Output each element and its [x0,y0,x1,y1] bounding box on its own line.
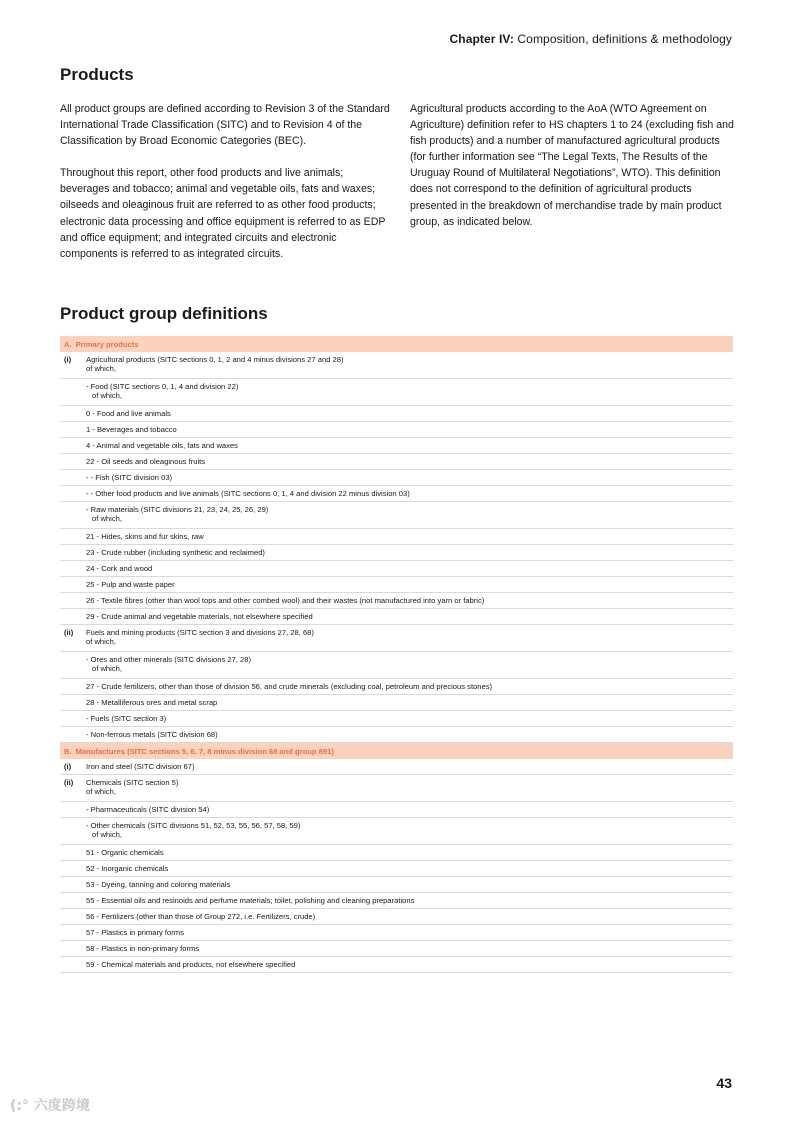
row-sublabel: of which, [92,514,122,524]
products-paragraph: Agricultural products according to the AoA (WTO Agreement on Agriculture) definition refer to HS chapters 1 to 24 (excluding fish and fish products) and a number of manufactured agricultural products (for further information see “The Legal Texts, The Results of the Uruguay Round of Multilateral Negotiations”, WTO). This definition does not correspond to the definition of agricultural products presented in the breakdown of merchandise trade by main product group, as indicated below. [410,103,734,228]
table-row [60,529,733,545]
row-text [86,580,733,589]
row-label: 25 - Pulp and waste paper [86,580,175,589]
row-number: (i) [64,355,72,364]
row-text [86,548,733,557]
row-text [86,698,733,707]
row-text [86,864,733,873]
row-text [86,473,733,482]
table-row [60,802,733,818]
row-text [86,960,733,969]
products-paragraph: All product groups are defined according to Revision 3 of the Standard International Trade Classification (SITC) and to Revision 4 of the Classification by Broad Economic Categories (BEC). [60,103,390,148]
table-row [60,593,733,609]
table-row [60,379,733,406]
table-row [60,625,733,652]
row-text [86,489,733,498]
products-heading: Products [60,65,134,84]
row-label: - Non-ferrous metals (SITC division 68) [86,730,218,739]
row-text [86,928,733,937]
row-text [86,441,733,450]
row-text [86,505,733,523]
table-row [60,502,733,529]
table-row [60,438,733,454]
row-text [86,457,733,466]
table-row [60,486,733,502]
page-number: 43 [716,1075,732,1091]
table-row [60,577,733,593]
row-sublabel: of which, [86,787,116,797]
row-label: - Other chemicals (SITC divisions 51, 52, 53, 55, 56, 57, 58, 59) [86,821,301,830]
products-left-column [60,101,393,278]
row-text [86,778,733,796]
table-row [60,877,733,893]
table-row [60,422,733,438]
row-number: (ii) [64,778,74,787]
row-label: 21 - Hides, skins and fur skins, raw [86,532,204,541]
table-row [60,711,733,727]
row-label: 26 - Textile fibres (other than wool tops and other combed wool) and their wastes (not manufactured into yarn or fabric) [86,596,485,605]
row-sublabel: of which, [92,664,122,674]
products-paragraph: Throughout this report, other food products and live animals; beverages and tobacco; animal and vegetable oils, fats and waxes; oilseeds and oleaginous fruit are referred to as other food products; electronic data processing and office equipment is referred to as EDP and office equipment; and integrated circuits and electronic components is referred to as integrated circuits. [60,167,386,260]
table-row [60,925,733,941]
table-row [60,695,733,711]
group-header-row [60,743,733,759]
row-text [86,655,733,673]
row-label: 27 - Crude fertilizers, other than those of division 56, and crude minerals (excluding coal, petroleum and precious stones) [86,682,493,691]
row-label: - Pharmaceuticals (SITC division 54) [86,805,210,814]
table-row [60,861,733,877]
row-label: 23 - Crude rubber (including synthetic and reclaimed) [86,548,265,557]
row-number: (i) [64,762,72,771]
row-text [86,425,733,434]
table-row [60,679,733,695]
row-text [86,355,733,373]
row-label: - - Other food products and live animals (SITC sections 0, 1, 4 and division 22 minus division 03) [86,489,410,498]
row-text [86,409,733,418]
table-row [60,957,733,973]
row-label: 0 - Food and live animals [86,409,171,418]
definitions-heading: Product group definitions [60,304,268,323]
row-number: A. [64,340,72,349]
row-number: B. [64,747,72,756]
row-text [86,805,733,814]
row-text [86,896,733,905]
table-row [60,352,733,379]
row-text [86,612,733,621]
row-label: 1 - Beverages and tobacco [86,425,177,434]
row-text [72,340,733,349]
row-label: Agricultural products (SITC sections 0, 1, 2 and 4 minus divisions 27 and 28) [86,355,344,364]
row-sublabel: of which, [92,830,122,840]
watermark-logo: (:° [10,1098,29,1114]
row-label: - Fuels (SITC section 3) [86,714,167,723]
row-text [86,532,733,541]
row-sublabel: of which, [86,637,116,647]
row-sublabel: of which, [86,364,116,374]
table-row [60,545,733,561]
table-row [60,893,733,909]
row-text [72,747,733,756]
row-label: - Raw materials (SITC divisions 21, 23, 24, 25, 26, 29) [86,505,269,514]
row-label: 52 - Inorganic chemicals [86,864,169,873]
row-label: 29 - Crude animal and vegetable materials, not elsewhere specified [86,612,313,621]
row-text [86,564,733,573]
row-text [86,628,733,646]
row-label: - Food (SITC sections 0, 1, 4 and division 22) [86,382,239,391]
chapter-label: Chapter IV: [449,32,514,46]
chapter-title: Composition, definitions & methodology [517,32,732,46]
row-label: Chemicals (SITC section 5) [86,778,179,787]
table-row [60,759,733,775]
table-row [60,652,733,679]
row-text [86,848,733,857]
row-text [86,880,733,889]
table-row [60,727,733,743]
row-text [86,682,733,691]
table-row [60,609,733,625]
row-text [86,944,733,953]
row-sublabel: of which, [92,391,122,401]
row-label: 53 - Dyeing, tanning and coloring materials [86,880,231,889]
row-label: 51 - Organic chemicals [86,848,164,857]
row-label: 56 - Fertilizers (other than those of Group 272, i.e. Fertilizers, crude) [86,912,316,921]
row-text [86,714,733,723]
row-number: (ii) [64,628,74,637]
row-label: 22 - Oil seeds and oleaginous fruits [86,457,206,466]
watermark [10,1095,90,1115]
product-group-definitions-table [60,336,733,973]
row-text [86,821,733,839]
products-right-column [410,101,734,246]
row-label: 4 - Animal and vegetable oils, fats and waxes [86,441,238,450]
row-label: 57 - Plastics in primary forms [86,928,184,937]
table-row [60,775,733,802]
row-text [86,382,733,400]
row-label: - - Fish (SITC division 03) [86,473,173,482]
table-row [60,941,733,957]
group-header-row [60,336,733,352]
table-row [60,909,733,925]
watermark-text: 六度跨境 [33,1098,90,1114]
row-label: Iron and steel (SITC division 67) [86,762,195,771]
row-label: 59 - Chemical materials and products, not elsewhere specified [86,960,296,969]
row-label: Fuels and mining products (SITC section 3 and divisions 27, 28, 68) [86,628,314,637]
table-row [60,561,733,577]
row-label: 55 - Essential oils and resinoids and perfume materials; toilet, polishing and cleaning preparations [86,896,415,905]
row-label: 28 - Metalliferous ores and metal scrap [86,698,218,707]
row-label: Primary products [75,340,139,349]
row-text [86,762,733,771]
row-label: Manufactures (SITC sections 5, 6, 7, 8 minus division 68 and group 891) [75,747,334,756]
table-row [60,470,733,486]
table-row [60,454,733,470]
row-text [86,730,733,739]
row-label: - Ores and other minerals (SITC divisions 27, 28) [86,655,252,664]
table-row [60,406,733,422]
table-row [60,818,733,845]
row-label: 24 - Cork and wood [86,564,153,573]
row-text [86,596,733,605]
running-header [450,32,732,46]
row-text [86,912,733,921]
row-label: 58 - Plastics in non-primary forms [86,944,200,953]
table-row [60,845,733,861]
